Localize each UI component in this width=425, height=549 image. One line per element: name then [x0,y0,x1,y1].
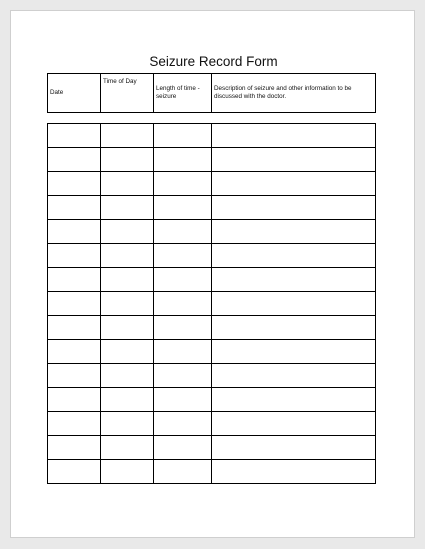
description-cell [212,196,376,220]
description-cell [212,412,376,436]
table-row [48,244,376,268]
header-row [48,74,376,113]
description-cell [212,436,376,460]
length-of-time-cell [154,340,212,364]
header-table [47,73,376,113]
table-row [48,364,376,388]
length-of-time-cell [154,220,212,244]
date-cell [48,268,101,292]
time-of-day-cell [101,412,154,436]
date-cell [48,220,101,244]
description-cell [212,148,376,172]
table-row [48,388,376,412]
table-row [48,220,376,244]
header-time-of-day: Time of Day [101,74,154,113]
record-table [47,123,376,484]
time-of-day-cell [101,148,154,172]
length-of-time-cell [154,124,212,148]
time-of-day-cell [101,196,154,220]
description-cell [212,220,376,244]
time-of-day-cell [101,460,154,484]
time-of-day-cell [101,292,154,316]
document-page [10,10,415,538]
date-cell [48,460,101,484]
table-row [48,436,376,460]
length-of-time-cell [154,364,212,388]
header-date: Date [48,74,101,113]
date-cell [48,316,101,340]
header-description: Description of seizure and other information to be discussed with the doctor. [212,74,376,113]
time-of-day-cell [101,316,154,340]
length-of-time-cell [154,148,212,172]
time-of-day-cell [101,268,154,292]
description-cell [212,172,376,196]
table-row [48,292,376,316]
description-cell [212,316,376,340]
date-cell [48,292,101,316]
table-row [48,196,376,220]
length-of-time-cell [154,292,212,316]
length-of-time-cell [154,244,212,268]
date-cell [48,172,101,196]
time-of-day-cell [101,244,154,268]
table-row [48,316,376,340]
table-row [48,460,376,484]
time-of-day-cell [101,364,154,388]
length-of-time-cell [154,172,212,196]
table-row [48,124,376,148]
time-of-day-cell [101,388,154,412]
date-cell [48,412,101,436]
table-row [48,268,376,292]
description-cell [212,388,376,412]
length-of-time-cell [154,388,212,412]
table-row [48,412,376,436]
description-cell [212,268,376,292]
date-cell [48,364,101,388]
table-row [48,172,376,196]
length-of-time-cell [154,268,212,292]
description-cell [212,340,376,364]
date-cell [48,148,101,172]
description-cell [212,244,376,268]
length-of-time-cell [154,412,212,436]
form-title: Seizure Record Form [149,54,278,69]
length-of-time-cell [154,316,212,340]
date-cell [48,436,101,460]
length-of-time-cell [154,460,212,484]
time-of-day-cell [101,124,154,148]
time-of-day-cell [101,220,154,244]
description-cell [212,364,376,388]
header-length-of-time: Length of time - seizure [154,74,212,113]
time-of-day-cell [101,436,154,460]
time-of-day-cell [101,340,154,364]
description-cell [212,292,376,316]
date-cell [48,244,101,268]
date-cell [48,388,101,412]
time-of-day-cell [101,172,154,196]
description-cell [212,124,376,148]
date-cell [48,124,101,148]
date-cell [48,340,101,364]
description-cell [212,460,376,484]
length-of-time-cell [154,196,212,220]
length-of-time-cell [154,436,212,460]
table-row [48,340,376,364]
table-row [48,148,376,172]
date-cell [48,196,101,220]
